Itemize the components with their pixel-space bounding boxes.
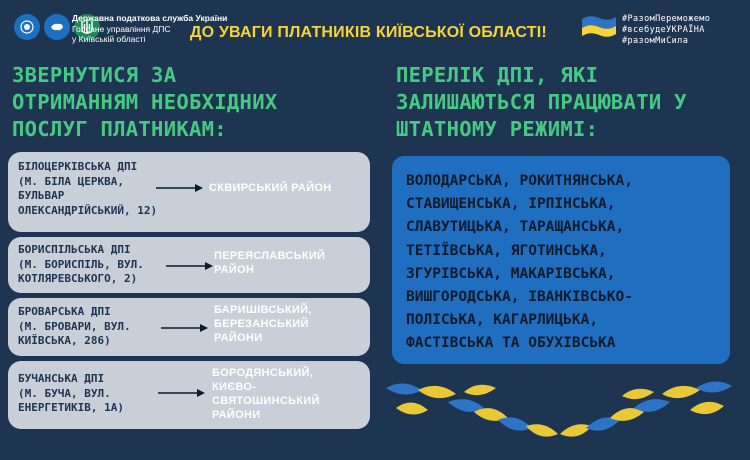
district-line: СКВИРСЬКИЙ РАЙОН	[209, 182, 332, 194]
working-offices-line: ПОЛІСЬКА, КАГАРЛИЦЬКА,	[406, 312, 599, 329]
office-address-line: (М. БОРИСПІЛЬ, ВУЛ.	[18, 257, 144, 271]
org-line-3: у Київській області	[72, 34, 146, 44]
arrow-right-icon	[158, 388, 206, 398]
services-title-line: ЗВЕРНУТИСЯ ЗА	[12, 63, 177, 87]
hashtags	[622, 14, 710, 47]
office-address-line: БУЛЬВАР	[18, 189, 65, 202]
working-offices-title-line: ЗАЛИШАЮТЬСЯ ПРАЦЮВАТИ У	[396, 90, 687, 114]
office-name: БОРИСПІЛЬСЬКА ДПІ	[18, 243, 131, 256]
district-line: РАЙОНИ	[214, 332, 263, 344]
office-address-line: КИЇВСЬКА, 286)	[18, 334, 111, 347]
office-card-boryspil	[8, 237, 370, 293]
ukraine-flag-icon	[580, 13, 618, 39]
office-address	[18, 160, 157, 218]
office-address-line: (М. БІЛА ЦЕРКВА,	[18, 174, 124, 188]
district-line: РАЙОНИ	[212, 409, 261, 421]
office-card-bila-tserkva	[8, 152, 370, 232]
headline: ДО УВАГИ ПЛАТНИКІВ КИЇВСЬКОЇ ОБЛАСТІ!	[190, 24, 547, 41]
office-card-brovary	[8, 298, 370, 356]
district-label	[214, 303, 312, 345]
office-address	[18, 305, 131, 349]
district-label	[214, 249, 325, 277]
working-offices-title-line: ШТАТНОМУ РЕЖИМІ:	[396, 117, 599, 141]
working-offices-title	[396, 62, 746, 143]
working-offices-title-line: ПЕРЕЛІК ДПІ, ЯКІ	[396, 63, 599, 87]
office-address-line: КОТЛЯРЕВСЬКОГО, 2)	[18, 272, 138, 285]
office-address-line: ЕНЕРГЕТИКІВ, 1А)	[18, 401, 124, 414]
arrow-right-icon	[166, 261, 214, 271]
district-line: КИЄВО-	[212, 381, 257, 393]
district-line: БАРИШІВСЬКИЙ,	[214, 304, 312, 316]
working-offices-line: ТЕТІЇВСЬКА, ЯГОТИНСЬКА,	[406, 242, 607, 259]
org-line-2: Головне управління ДПС	[72, 23, 171, 34]
office-name: БУЧАНСЬКА ДПІ	[18, 372, 105, 385]
arrow-right-icon	[161, 323, 209, 333]
office-address	[18, 372, 124, 416]
org-line-1: Державна податкова служба України	[72, 13, 228, 23]
office-name: БІЛОЦЕРКІВСЬКА ДПІ	[18, 160, 138, 173]
office-address-line: (М. БУЧА, ВУЛ.	[18, 386, 111, 400]
wreath-leaves-icon	[378, 372, 740, 452]
arrow-right-icon	[156, 183, 204, 193]
working-offices-line: СТАВИЩЕНСЬКА, ІРПІНСЬКА,	[406, 196, 616, 213]
office-name: БРОВАРСЬКА ДПІ	[18, 305, 111, 318]
hashtag: #всебудеУКРАЇНА	[622, 25, 705, 35]
hashtag: #разомМиСила	[622, 36, 689, 46]
working-offices-line: СЛАВУТИЦЬКА, ТАРАЩАНСЬКА,	[406, 219, 625, 236]
services-title-line: ОТРИМАННЯМ НЕОБХІДНИХ	[12, 90, 278, 114]
district-label	[212, 366, 320, 422]
working-offices-line: ЗГУРІВСЬКА, МАКАРІВСЬКА,	[406, 265, 616, 282]
trident-icon	[14, 14, 40, 40]
working-offices-line: ФАСТІВСЬКА ТА ОБУХІВСЬКА	[406, 335, 616, 352]
district-label	[209, 181, 332, 195]
services-title	[12, 62, 362, 143]
district-line: СВЯТОШИНСЬКИЙ	[212, 395, 320, 407]
district-line: БОРОДЯНСЬКИЙ,	[212, 367, 314, 379]
working-offices-list	[392, 156, 730, 364]
office-address	[18, 243, 144, 287]
hashtag: #РазомПереможемо	[622, 14, 711, 24]
district-line: ПЕРЕЯСЛАВСЬКИЙ	[214, 250, 326, 262]
working-offices-line: ВИШГОРОДСЬКА, ІВАНКІВСЬКО-	[406, 289, 633, 306]
working-offices-line: ВОЛОДАРСЬКА, РОКИТНЯНСЬКА,	[406, 173, 633, 189]
district-line: РАЙОН	[214, 264, 255, 276]
ukraine-map-icon	[44, 14, 70, 40]
district-line: БЕРЕЗАНСЬКИЙ	[214, 318, 309, 330]
services-title-line: ПОСЛУГ ПЛАТНИКАМ:	[12, 117, 227, 141]
office-card-bucha	[8, 361, 370, 429]
office-address-line: ОЛЕКСАНДРІЙСЬКИЙ, 12)	[18, 203, 158, 217]
office-address-line: (М. БРОВАРИ, ВУЛ.	[18, 319, 131, 333]
